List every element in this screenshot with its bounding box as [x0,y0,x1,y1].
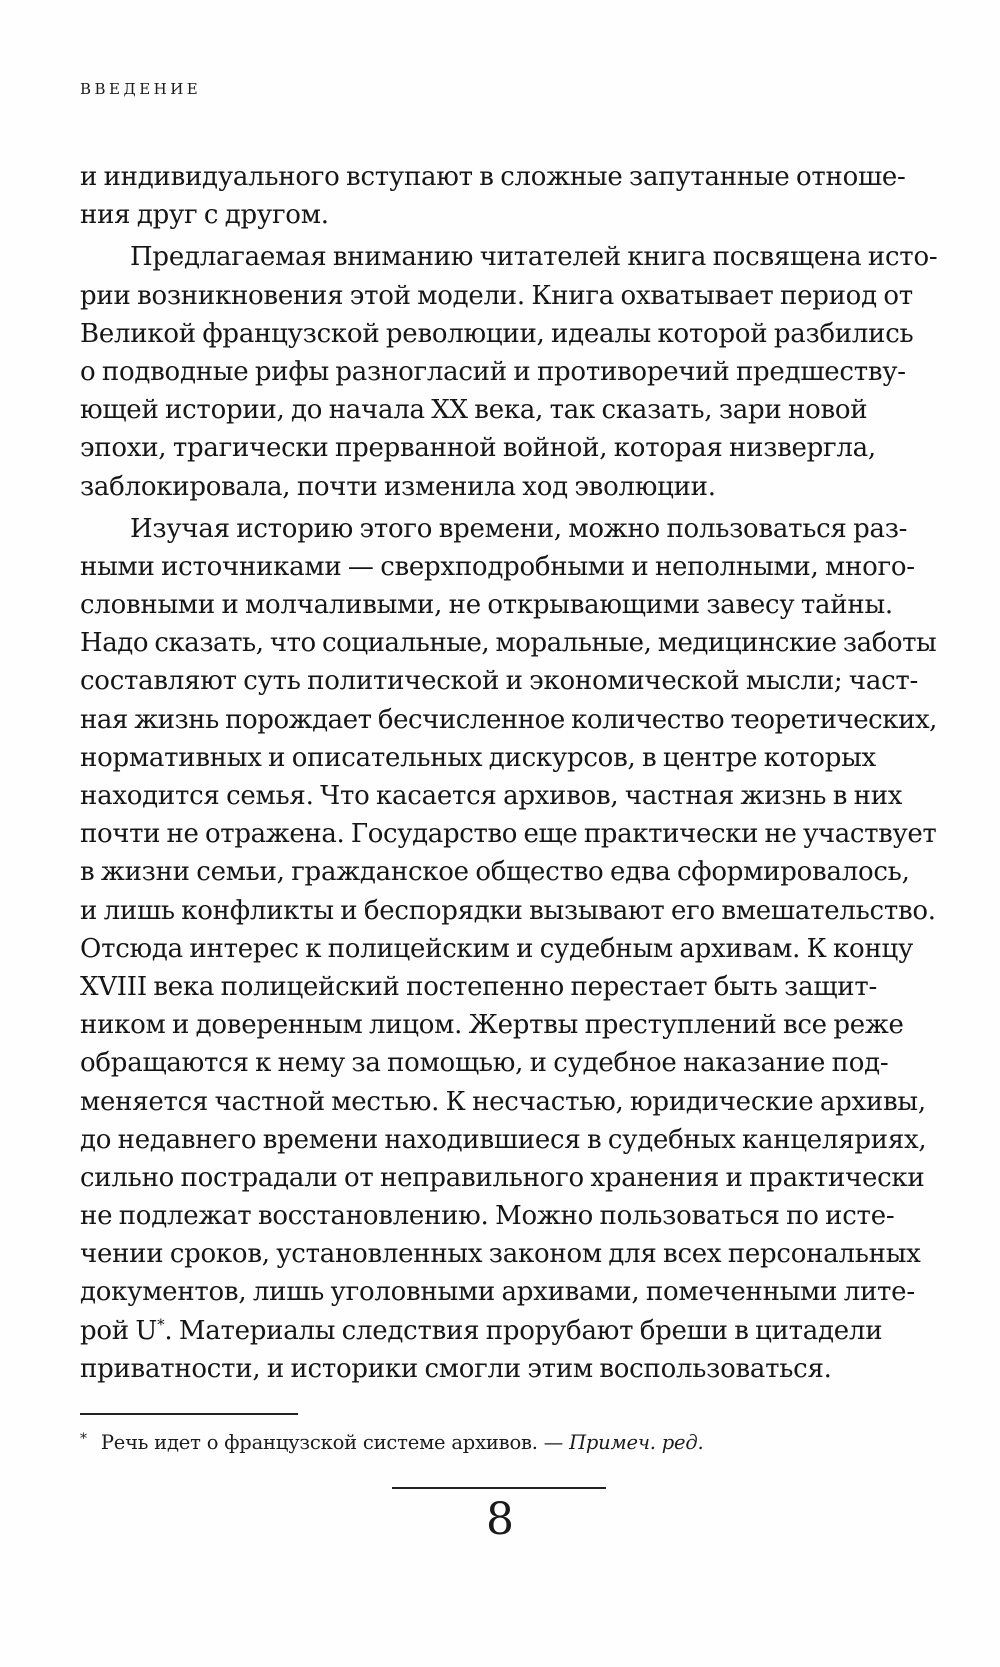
text-line: составляют суть политической и экономической мысли; част- [80,666,919,697]
text-line: ния друг с другом. [80,200,329,231]
text-line: словными и молчаливыми, не открывающими завесу тайны. [80,590,893,621]
text-line: эпохи, трагически прерванной войной, которая низвергла, [80,433,876,464]
body-text [80,158,937,1388]
text-line: XVIII века полицейский постепенно перестает быть защит- [80,971,877,1002]
text-line: Изучая историю этого времени, можно пользоваться раз- [130,513,908,544]
text-line: чении сроков, установленных законом для всех персональных [80,1239,921,1270]
text-line: нормативных и описательных дискурсов, в центре которых [80,742,876,773]
text-line: меняется частной местью. К несчастью, юридические архивы, [80,1086,926,1117]
text-line: рии возникновения этой модели. Книга охватывает период от [80,280,913,311]
paragraph [80,158,937,234]
footnote [80,1428,704,1460]
text-line: Предлагаемая вниманию читателей книга посвящена исто- [130,242,938,273]
running-head: ВВЕДЕНИЕ [80,80,202,98]
text-line: заблокировала, почти изменила ход эволюции. [80,471,716,502]
text-line: рой U*. Материалы следствия прорубают бреши в цитадели [80,1314,883,1346]
text-line: обращаются к нему за помощью, и судебное наказание под- [80,1048,889,1079]
text-line: документов, лишь уголовными архивами, помеченными литe- [80,1277,915,1308]
footnote-rule [80,1413,298,1415]
text-line: находится семья. Что касается архивов, частная жизнь в них [80,781,903,811]
text-line: Великой французской революции, идеалы которой разбились [80,318,914,349]
text-line: в жизни семьи, гражданское общество едва сформировалось, [80,857,910,888]
text-line: приватности, и историки смогли этим воспользоваться. [80,1353,832,1384]
page-number-rule [392,1487,606,1489]
text-line: сильно пострадали от неправильного хранения и практически [80,1162,925,1193]
text-line: ющей истории, до начала XX века, так сказать, зари новой [80,395,868,426]
text-line: Отсюда интерес к полицейским и судебным архивам. К концу [80,933,914,964]
text-line: ником и доверенным лицом. Жертвы преступлений все реже [80,1010,904,1041]
text-line: не подлежат восстановлению. Можно пользоваться по исте- [80,1201,895,1232]
text-line: почти не отражена. Государство еще практически не участвует [80,819,937,850]
text-line: и индивидуального вступают в сложные запутанные отноше- [80,162,906,192]
paragraph [80,238,937,505]
text-line: Надо сказать, что социальные, моральные, медицинские заботы [80,628,937,659]
footnote-attribution: Примеч. ред. [569,1431,704,1454]
footnote-marker: * [80,1431,87,1447]
text-line: и лишь конфликты и беспорядки вызывают его вмешательство. [80,895,936,926]
paragraph [80,510,937,1388]
text-line: ными источниками — сверхподробными и неполными, много- [80,551,915,582]
text-line: ная жизнь порождает бесчисленное количество теоретических, [80,704,938,735]
footnote-reference: * [157,1314,165,1333]
text-line: до недавнего времени находившиеся в судебных канцеляриях, [80,1124,927,1155]
text-line: о подводные рифы разногласий и противоречий предшеству- [80,356,906,387]
footnote-text: Речь идет о французской системе архивов. — [100,1431,570,1454]
page-number: 8 [486,1494,514,1545]
